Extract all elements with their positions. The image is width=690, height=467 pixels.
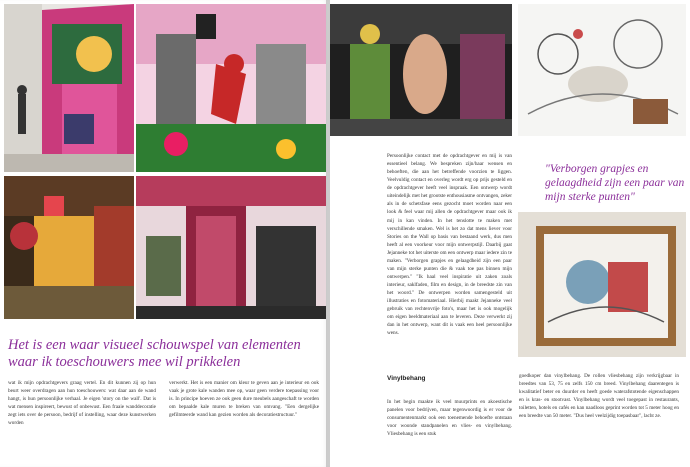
subhead-vinylbehang: Vinylbehang [387, 375, 426, 382]
pull-quote: "Verborgen grapjes en gelaagdheid zijn een paar van mijn sterke punten" [545, 163, 685, 203]
left-headline: Het is een waar visueel schouwspel van elementen waar ik toeschouwers mee wil prikkelen [8, 337, 301, 370]
photo-bird-illustration [518, 4, 686, 136]
photo-woman-mural [330, 4, 512, 136]
photo-collage-bird [136, 4, 326, 172]
photo-corridor-mural [4, 4, 134, 172]
photo-framed-print [518, 212, 686, 357]
right-page [330, 0, 690, 467]
left-column-2: verwerkt. Het is een manier om kleur te geven aan je interieur en ook vaak je grote kale wanden mee op, waar geen verdere toepassing voor is. In principe hoeven ze ook geen dure meubels aangeschaft te worden om bepaalde kale muren te breken van omvang. "Een dergelijke gefilmteerde wand kan gezien worden als decoratiestructuur." [169, 380, 319, 419]
right-column-2: goedkoper dan vinylbehang. De rollen vliesbehang zijn verkrijgbaar in breedtes van 53, 75 en zelfs 150 cm breed. Vinylbehang daarentegen is kwalitatief beter en duurder en heeft goede waterafstotende eigenschappen en is kras- en stootvast. Vinylbehang wordt veel toegepast in restaurants, toiletten, hotels en cafés en kan naadloos geprint worden tot 5 meter hoog en een breedte van 50 meter. "Dus heel veelzijdig toepasbaar", lacht ze. [519, 373, 679, 420]
photo-orange-wall [4, 176, 134, 319]
right-column-1-cont: In het begin maakte ik veel muurprints en akoestische panelen voor bedrijven, maar tegenwoordig is er voor de consumentenmarkt ook een toenemende behoefte ontstaan voor woonde standpanelen en vlies- en vinylbehang. Vliesbehang is een stuk [387, 399, 512, 438]
right-column-1: Persoonlijke contact met de opdrachtgever en mij is van essentieel belang. We bespreken zijn/haar wensen en behoeften, die aan het betreffende voorzien te liggen. Veelvuldig contact en overleg wordt erg op prijs gesteld en de opdrachtgever heeft veel inspraak. Een ontwerp wordt uiteindelijk met het grootste enthousiasme ontvangen, zeker als in de schetsfase eens gezocht moet worden naar een look & feel waar mij allen de opdrachtgever maar ook ik mij in kan vinden. In het tenslotte te maken met verschillende smaken. Wel is het zo dat mens liever voor Stories on the Wall op basis van bestaand werk, dus men heeft al een voorkeur voor mijn ontwerpstijl. Daarbij gaat Jejanneke tot het uiterste om een ontwerp maar iedere zin te maken. "Verborgen grapjes en gelaagdheid zijn een paar van mijn sterke punten die & vaak toe pas binnen mijn ontwerpen." "Ik haal veel inspiratie uit zaken zoals interieur, saklfaden, film en design, in de breedste zin van het woord." De ontwerpen worden samengesteld uit illustraties en fotomateriaal. Hierbij maakt Jejanneke veel gebruik van rechtenvrije foto's, maar het is ook mogelijk om eigen beeldmateriaal aan te leveren. Deze verwerkt zij dan in het ontwerp, want dit is vaak een heel persoonlijke wens. [387, 153, 512, 337]
photo-door-mural [136, 176, 326, 319]
left-column-1: wat ik mijn opdrachtgevers graag vertel. En dit kunnen zij op hun beurt weer overdragen aan hun toeschouwers: wat daar aan de wand hangt, is hun persoonlijke verhaal. Je eigen 'story on the wall'. Dat is wat mensen inspireert, bewust of onbewust. Een fraaie wanddecoratie zegt iets over de persoon, bedrijf of instelling, waar deze kunstwerken worden [8, 380, 156, 427]
left-page [0, 0, 330, 467]
